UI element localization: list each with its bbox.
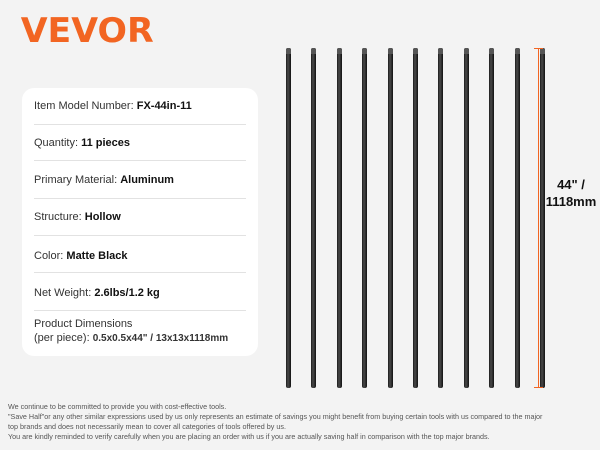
spec-structure [34, 210, 246, 224]
rods-product-image [280, 48, 520, 388]
spec-quantity [34, 136, 246, 150]
divider [34, 160, 246, 161]
spec-dimensions-label-suffix: (per piece): [34, 332, 90, 344]
spec-model-label: Item Model Number: [34, 100, 134, 112]
aluminum-rod [362, 48, 367, 388]
disclaimer-line: We continue to be committed to provide you with cost-effective tools. [8, 402, 227, 411]
spec-quantity-value: 11 pieces [81, 137, 131, 149]
disclaimer-footer [8, 402, 596, 442]
spec-structure-label: Structure: [34, 211, 82, 223]
spec-color-label: Color: [34, 250, 64, 262]
spec-card [22, 88, 258, 356]
length-dimension-label [542, 176, 600, 210]
spec-dimensions-line2 [34, 331, 246, 346]
aluminum-rod [311, 48, 316, 388]
length-label-line2: 1118mm [545, 194, 597, 209]
aluminum-rod [489, 48, 494, 388]
spec-material-value: Aluminum [120, 174, 174, 186]
disclaimer-line: You are kindly reminded to verify carefully when you are placing an order with us if you are actually saving half in comparison with the top major brands. [8, 432, 490, 441]
aluminum-rod [337, 48, 342, 388]
aluminum-rod [413, 48, 418, 388]
length-dimension-cap-top [534, 48, 543, 49]
length-dimension-line [538, 48, 539, 388]
divider [34, 198, 246, 199]
aluminum-rod [388, 48, 393, 388]
spec-structure-value: Hollow [84, 211, 121, 223]
aluminum-rod [464, 48, 469, 388]
aluminum-rod [540, 48, 545, 388]
spec-color-value: Matte Black [66, 250, 128, 262]
spec-dimensions-value: 0.5x0.5x44" / 13x13x1118mm [92, 333, 229, 344]
aluminum-rod [286, 48, 291, 388]
spec-material-label: Primary Material: [34, 174, 118, 186]
divider [34, 272, 246, 273]
spec-quantity-label: Quantity: [34, 137, 79, 149]
spec-color [34, 249, 246, 263]
spec-dimensions [34, 317, 246, 346]
divider [34, 310, 246, 311]
spec-weight [34, 286, 246, 300]
spec-weight-value: 2.6lbs/1.2 kg [94, 287, 160, 299]
aluminum-rod [515, 48, 520, 388]
spec-material [34, 173, 246, 187]
spec-dimensions-label: Product Dimensions [34, 318, 133, 330]
length-label-line1: 44" / [557, 177, 585, 192]
disclaimer-line: top brands and does not necessarily mean to cover all categories of tools offered by us. [8, 422, 286, 431]
disclaimer-line: "Save Half"or any other similar expressions used by us only represents an estimate of savings you might benefit from buying certain tools with us compared to the major [8, 412, 543, 421]
length-dimension-cap-bottom [534, 387, 543, 388]
vevor-logo: VEVOR [20, 11, 154, 51]
divider [34, 124, 246, 125]
spec-model [34, 99, 246, 113]
divider [34, 235, 246, 236]
aluminum-rod [438, 48, 443, 388]
spec-model-value: FX-44in-11 [136, 100, 192, 112]
spec-weight-label: Net Weight: [34, 287, 92, 299]
